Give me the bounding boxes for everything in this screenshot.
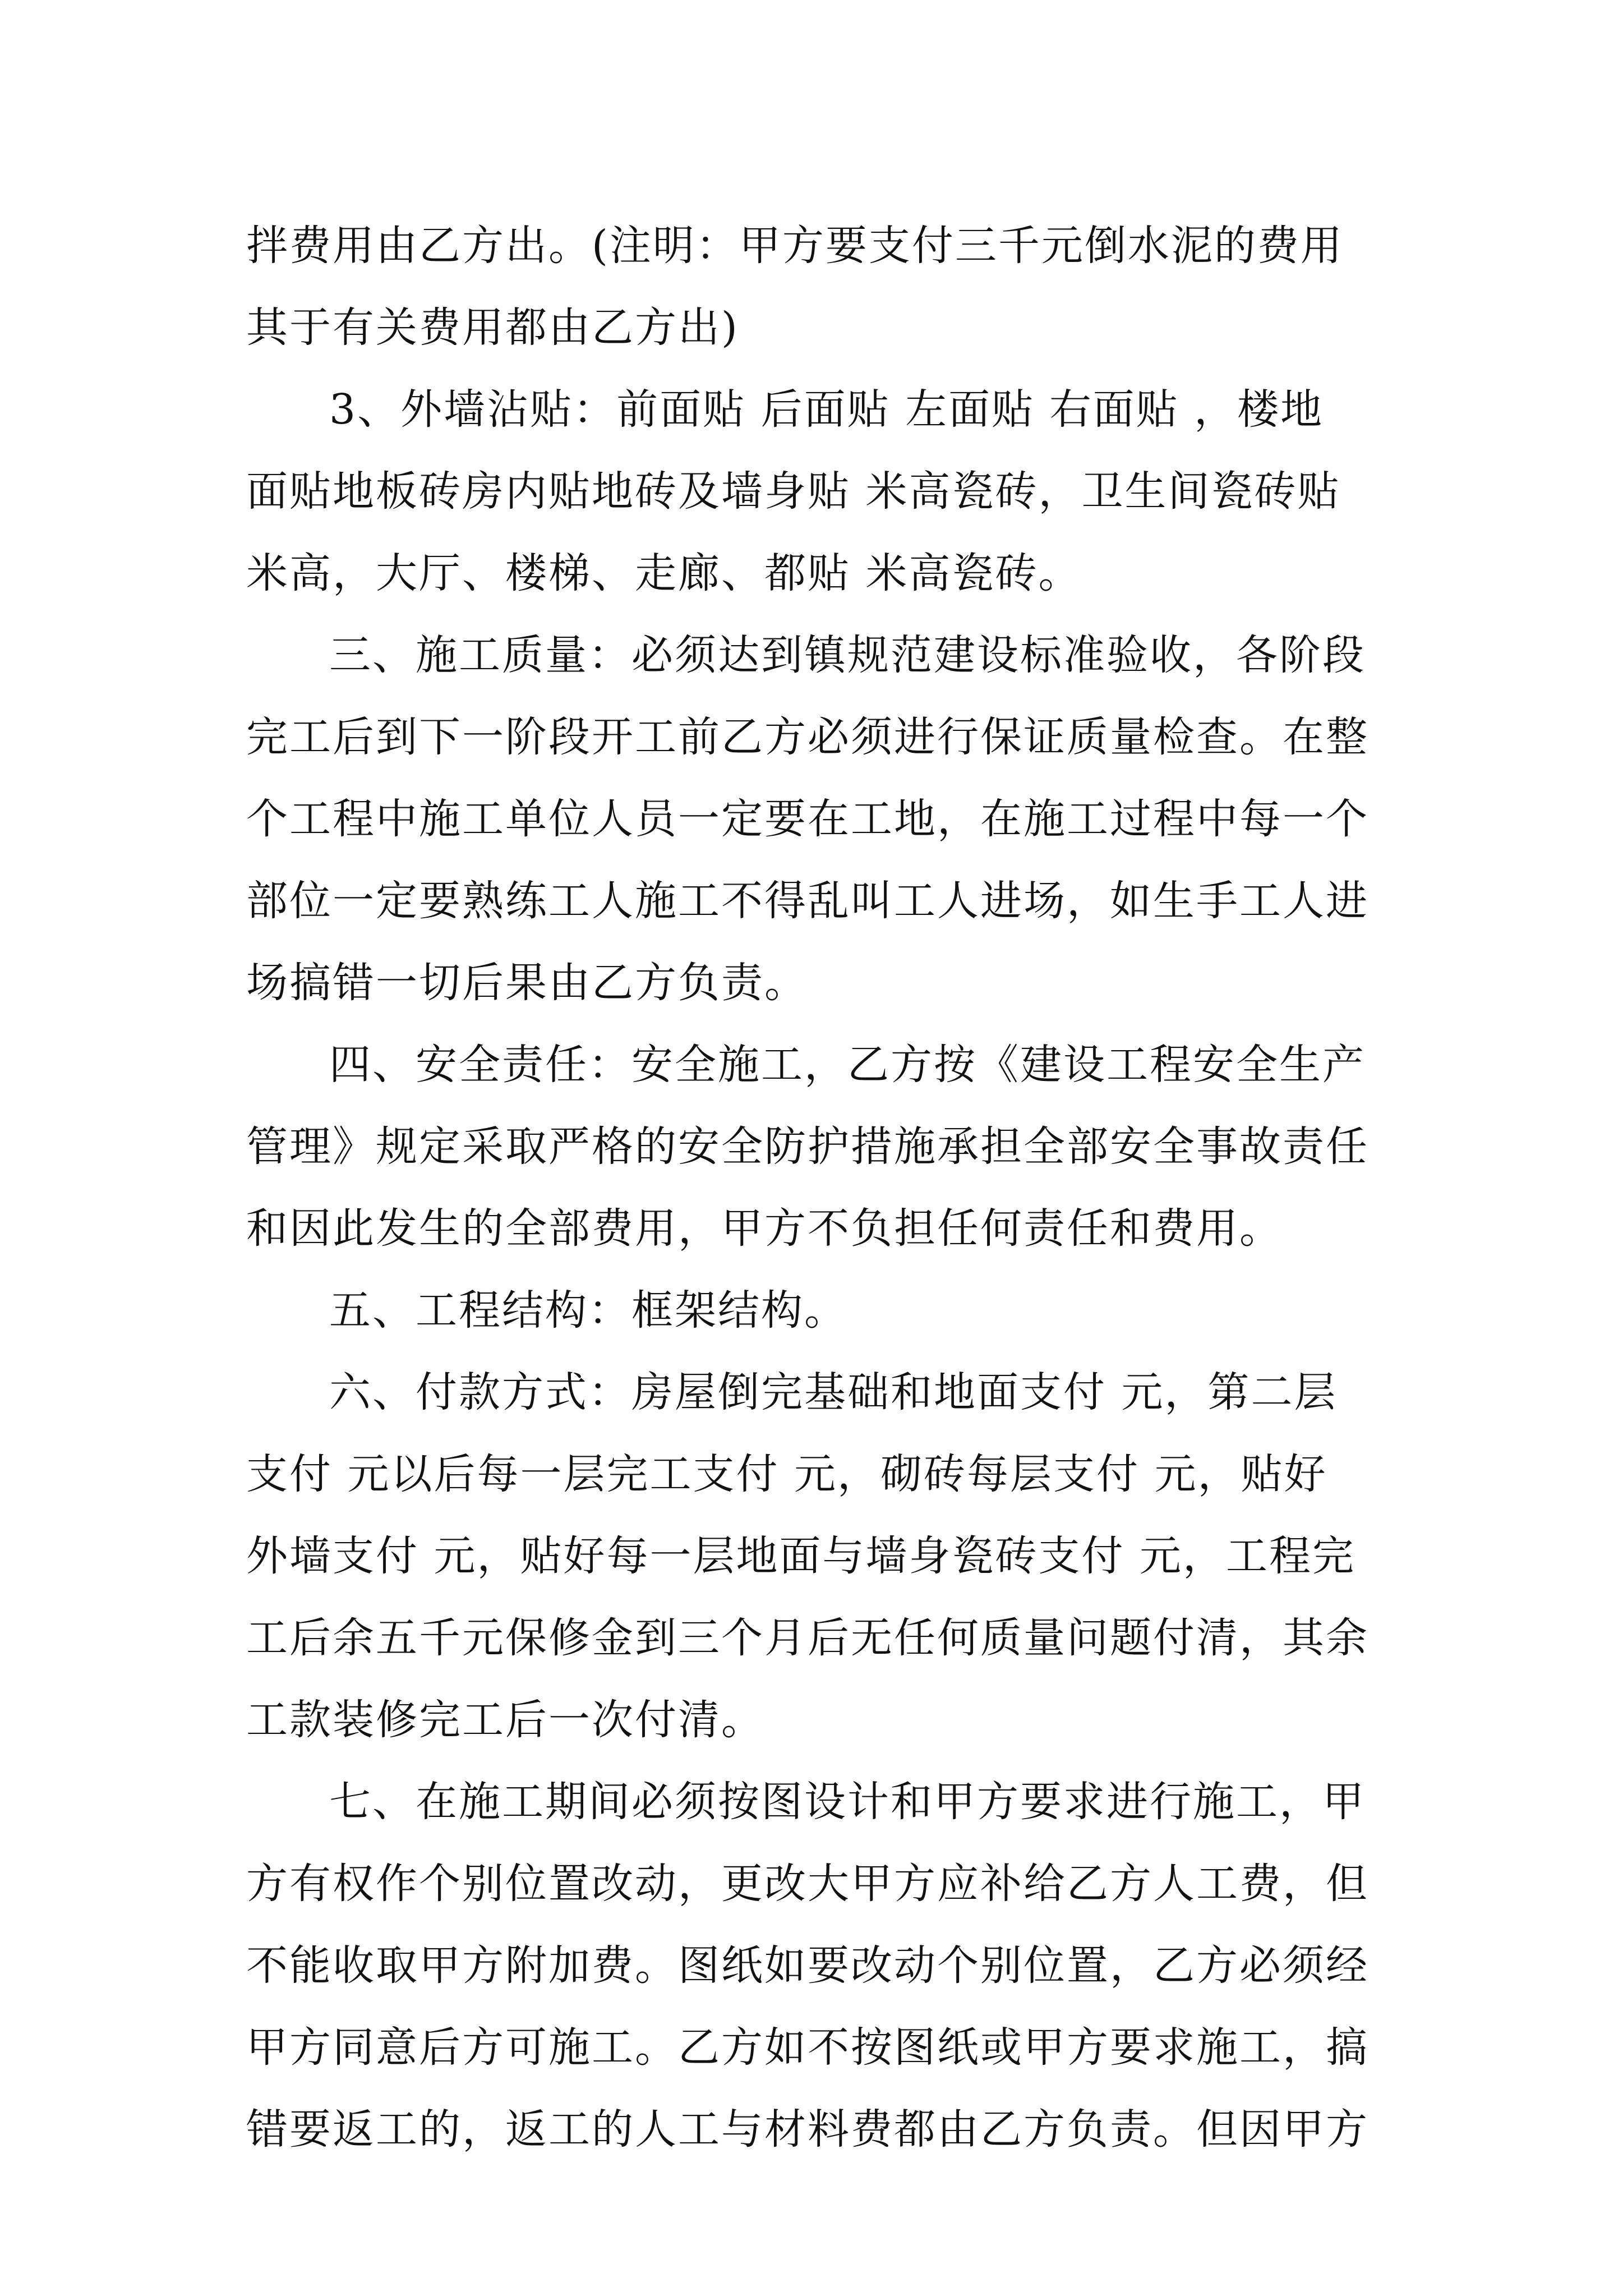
section-7-heading-line: 七、在施工期间必须按图设计和甲方要求进行施工，甲 [329,1778,1366,1826]
text-line: 管理》规定采取严格的安全防护措施承担全部安全事故责任 [246,1122,1369,1171]
text-line: 个工程中施工单位人员一定要在工地，在施工过程中每一个 [246,795,1369,843]
section-4-heading-line: 四、安全责任：安全施工，乙方按《建设工程安全生产 [329,1041,1366,1089]
text-line: 工后余五千元保修金到三个月后无任何质量问题付清，其余 [246,1614,1369,1662]
text-line: 面贴地板砖房内贴地砖及墙身贴 米高瓷砖，卫生间瓷砖贴 [246,467,1341,516]
text-line: 场搞错一切后果由乙方负责。 [246,959,808,1007]
section-3-heading-line: 三、施工质量：必须达到镇规范建设标准验收，各阶段 [329,631,1366,679]
text-line: 和因此发生的全部费用，甲方不负担任何责任和费用。 [246,1204,1283,1253]
text-line: 米高，大厅、楼梯、走廊、都贴 米高瓷砖。 [246,549,1082,597]
text-line: 方有权作个别位置改动，更改大甲方应补给乙方人工费，但 [246,1860,1369,1908]
section-5-heading-line: 五、工程结构：框架结构。 [329,1286,847,1335]
clause-3-line: 3、外墙沾贴：前面贴 后面贴 左面贴 右面贴 ，楼地 [329,385,1324,434]
text-line: 完工后到下一阶段开工前乙方必须进行保证质量检查。在整 [246,713,1369,761]
text-line: 支付 元以后每一层完工支付 元，砌砖每层支付 元，贴好 [246,1450,1327,1498]
section-6-heading-line: 六、付款方式：房屋倒完基础和地面支付 元，第二层 [329,1368,1338,1416]
text-line: 错要返工的，返工的人工与材料费都由乙方负责。但因甲方 [246,2105,1369,2154]
text-line: 部位一定要熟练工人施工不得乱叫工人进场，如生手工人进 [246,877,1369,925]
text-line: 甲方同意后方可施工。乙方如不按图纸或甲方要求施工，搞 [246,2023,1369,2072]
text-line: 拌费用由乙方出。(注明：甲方要支付三千元倒水泥的费用 [246,222,1344,270]
text-line: 工款装修完工后一次付清。 [246,1696,764,1744]
text-line: 外墙支付 元，贴好每一层地面与墙身瓷砖支付 元，工程完 [246,1532,1356,1580]
text-line: 其于有关费用都由乙方出) [246,303,739,352]
document-body [246,205,1401,2170]
text-line: 不能收取甲方附加费。图纸如要改动个别位置，乙方必须经 [246,1941,1369,1990]
